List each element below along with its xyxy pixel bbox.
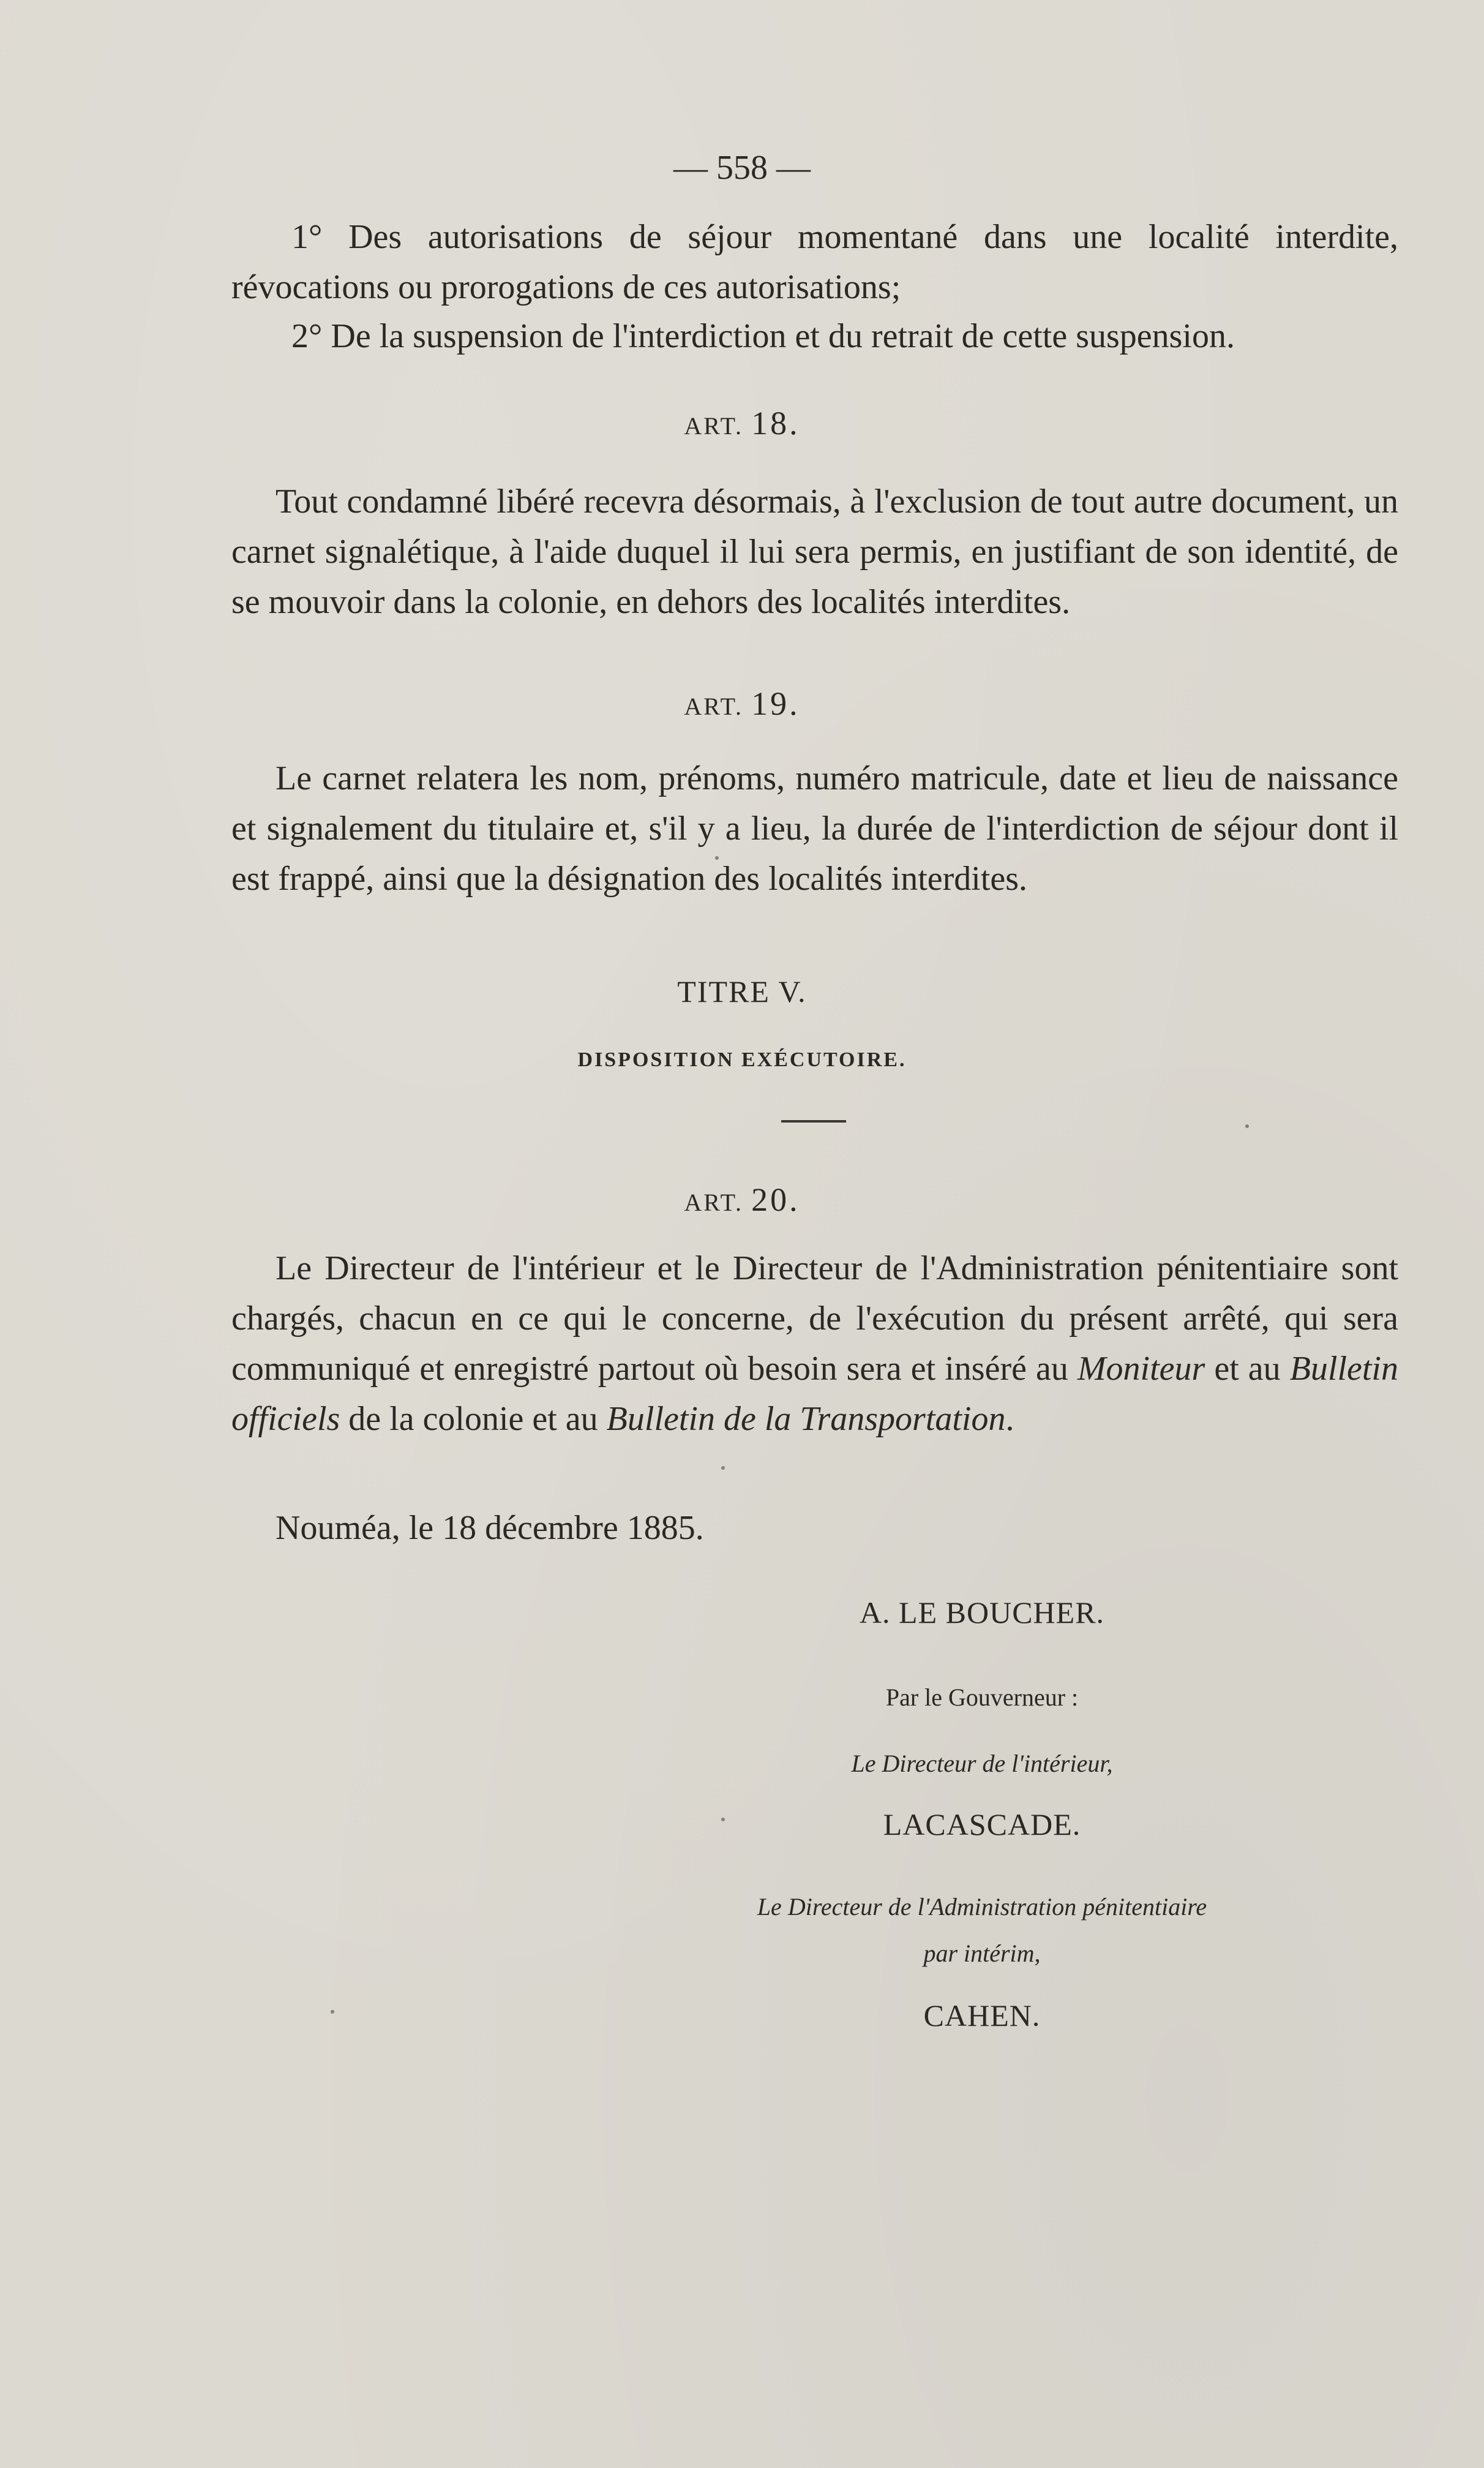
date-line: Nouméa, le 18 décembre 1885. bbox=[275, 1509, 704, 1547]
article-18-text: Tout condamné libéré recevra désormais, à l'exclusion de tout autre document, un carnet signalétique, à l'aide duquel il lui sera permis, en justifiant de son identité, de se mouvoir dans la colonie, en dehors des localités interdites. bbox=[231, 483, 1398, 621]
paper-speck bbox=[721, 1466, 725, 1470]
titre-heading: TITRE V. bbox=[677, 974, 807, 1009]
signature-cahen: CAHEN. bbox=[923, 1998, 1041, 2033]
directeur-administration-title: Le Directeur de l'Administration pénitentiaire bbox=[757, 1893, 1207, 1921]
bulletin-transportation-title: Bulletin de la Transportation bbox=[606, 1400, 1006, 1438]
page-number: — 558 — bbox=[673, 149, 811, 187]
article-18-number: 18. bbox=[751, 405, 800, 442]
article-18-heading bbox=[0, 404, 1484, 442]
section-divider bbox=[781, 1120, 846, 1123]
article-19-text: Le carnet relatera les nom, prénoms, numéro matricule, date et lieu de naissance et signalement du titulaire et, s'il y a lieu, la durée de l'interdiction de séjour dont il est frappé, ainsi que la désignation des localités interdites. bbox=[231, 759, 1398, 898]
signature-lacascade: LACASCADE. bbox=[883, 1807, 1081, 1842]
moniteur-title: Moniteur bbox=[1077, 1350, 1205, 1388]
par-le-gouverneur: Par le Gouverneur : bbox=[885, 1684, 1079, 1711]
article-20-text-a: Le Directeur de l'intérieur et le Directeur de l'Administration pénitentiaire sont chargés, chacun en ce qui le concerne, de l'exécution du présent arrêté, qui sera communiqué et enregistré partout où besoin sera et inséré au bbox=[231, 1249, 1398, 1388]
par-interim: par intérim, bbox=[923, 1939, 1041, 1967]
article-19-prefix: ART. bbox=[684, 693, 744, 720]
article-20-number: 20. bbox=[751, 1181, 800, 1218]
signature-governor: A. LE BOUCHER. bbox=[859, 1595, 1105, 1630]
directeur-interieur-title: Le Directeur de l'intérieur, bbox=[851, 1750, 1113, 1777]
paragraph-item-1: 1° Des autorisations de séjour momentané dans une localité interdite, révocations ou prorogations de ces autorisations; bbox=[231, 218, 1398, 306]
article-19-number: 19. bbox=[751, 685, 800, 722]
paper-speck bbox=[331, 2010, 334, 2014]
paper-speck bbox=[1245, 1124, 1249, 1128]
paper-speck bbox=[715, 856, 719, 860]
article-18-prefix: ART. bbox=[684, 412, 744, 440]
bulletin-officiels-title: Bulletin officiels bbox=[231, 1350, 1398, 1438]
article-20-text bbox=[231, 1243, 1398, 1444]
article-20-heading bbox=[0, 1181, 1484, 1219]
article-20-prefix: ART. bbox=[684, 1189, 744, 1216]
article-20-text-c: de la colonie et au bbox=[340, 1400, 607, 1438]
paper-speck bbox=[721, 1818, 725, 1821]
article-20-text-b: et au bbox=[1205, 1350, 1290, 1388]
article-19-heading bbox=[0, 685, 1484, 723]
paragraph-item-2: 2° De la suspension de l'interdiction et du retrait de cette suspension. bbox=[291, 317, 1235, 355]
article-20-text-d: . bbox=[1005, 1400, 1014, 1438]
disposition-heading: DISPOSITION EXÉCUTOIRE. bbox=[577, 1048, 907, 1071]
